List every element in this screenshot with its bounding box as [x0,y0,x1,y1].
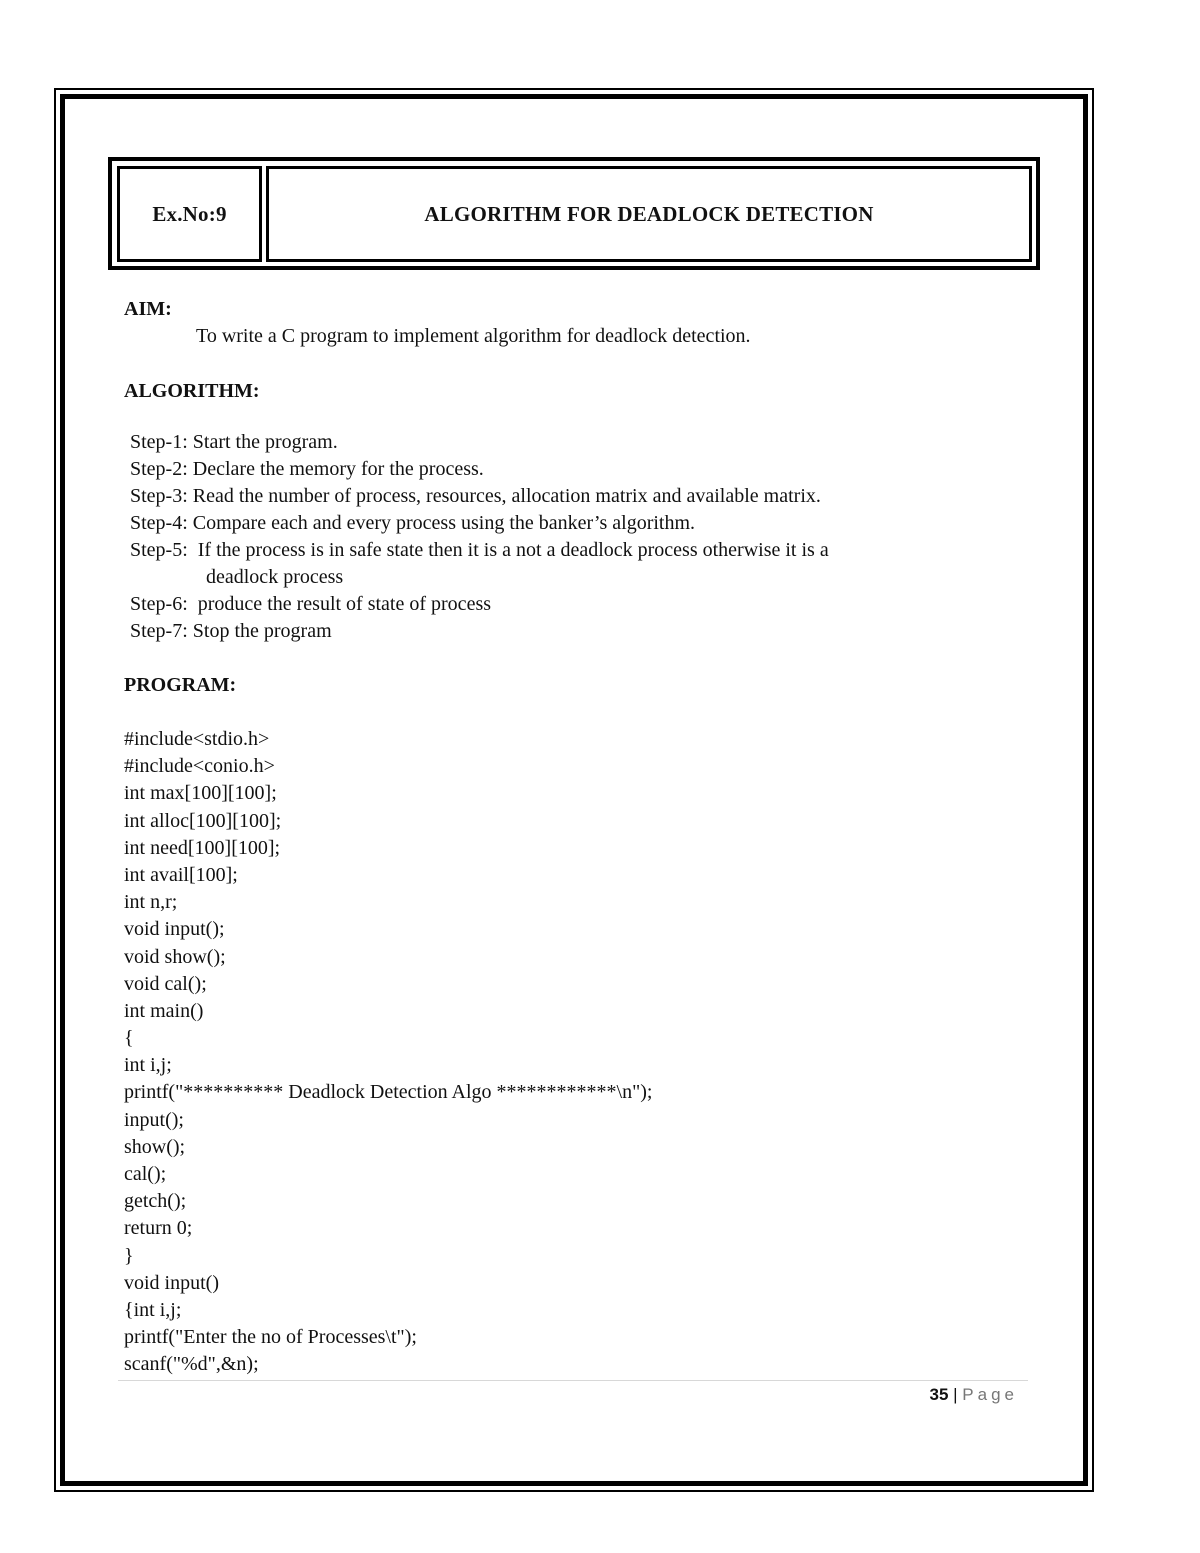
code-line: void input() [124,1271,219,1294]
code-line: void cal(); [124,972,207,995]
algorithm-step-continuation: deadlock process [206,566,344,588]
page-label: Page [962,1385,1018,1404]
algorithm-step: Step-1: Start the program. [130,431,338,453]
page-separator: | [953,1385,958,1404]
exercise-title: ALGORITHM FOR DEADLOCK DETECTION [266,166,1032,262]
algorithm-heading: ALGORITHM: [124,380,260,402]
algorithm-step: Step-3: Read the number of process, resources, allocation matrix and available matrix. [130,485,821,507]
code-line: return 0; [124,1217,193,1240]
algorithm-steps [124,429,1024,645]
code-line: show(); [124,1135,186,1158]
code-line: void input(); [124,918,225,941]
algorithm-step: Step-5: If the process is in safe state then it is a not a deadlock process otherwise it is a [130,539,829,561]
code-line: cal(); [124,1163,167,1185]
algorithm-step: Step-2: Declare the memory for the process. [130,458,484,480]
aim-text: To write a C program to implement algorithm for deadlock detection. [196,325,751,347]
code-line: scanf("%d",&n); [124,1353,259,1376]
code-line: #include<conio.h> [124,755,275,778]
code-line: int alloc[100][100]; [124,809,282,832]
code-line: int i,j; [124,1054,172,1077]
algorithm-step: Step-7: Stop the program [130,620,332,642]
page-content [124,296,1024,1379]
page-number: 35 [929,1385,949,1404]
code-line: {int i,j; [124,1298,182,1321]
program-heading: PROGRAM: [124,674,237,696]
code-line: } [124,1244,134,1267]
code-line: int need[100][100]; [124,836,281,859]
exercise-number: Ex.No:9 [117,166,262,262]
code-line: getch(); [124,1190,187,1213]
aim-heading: AIM: [124,298,172,320]
page-footer [929,1385,1018,1405]
code-line: int max[100][100]; [124,782,277,805]
code-line: int main() [124,999,204,1022]
algorithm-step: Step-6: produce the result of state of process [130,593,492,615]
footer-divider [118,1380,1028,1381]
code-line: #include<stdio.h> [124,728,270,750]
code-line: void show(); [124,945,226,968]
exercise-header [108,157,1040,270]
code-line: { [124,1027,134,1050]
code-line: printf("********** Deadlock Detection Algo ************\n"); [124,1081,653,1104]
code-line: input(); [124,1108,184,1131]
algorithm-step: Step-4: Compare each and every process using the banker’s algorithm. [130,512,696,534]
code-line: int avail[100]; [124,863,238,886]
program-code [124,726,1024,1379]
code-line: printf("Enter the no of Processes\t"); [124,1326,417,1349]
code-line: int n,r; [124,891,178,914]
